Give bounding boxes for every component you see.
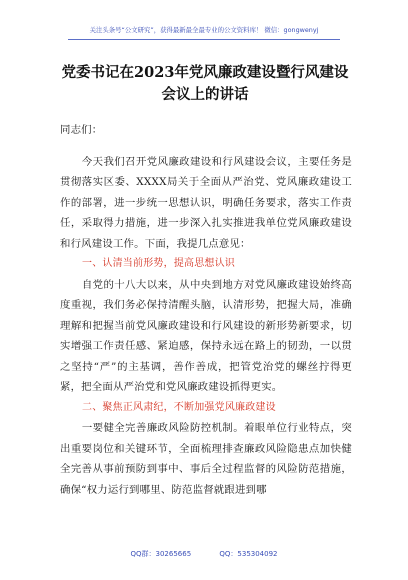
section-heading-2: 二、聚焦正风肃纪，不断加强党风廉政建设 (82, 401, 276, 413)
document-body (60, 120, 352, 500)
document-title: 党委书记在2023年党风廉政建设暨行风建设会议上的讲话 (61, 64, 349, 103)
footer-contact (0, 549, 408, 559)
footer-qq: QQ：535304092 (219, 550, 278, 558)
salutation: 同志们： (60, 124, 103, 136)
section-2-paragraph: 一要健全完善廉政风险防控机制。着眼单位行业特点，突出重要岗位和关键环节，全面梳理排查廉政风险隐患点加快健全完善从事前预防到事中、事后全过程监督的风险防范措施，确保“权力运行到哪里、防范监督就跟进到哪 (60, 422, 352, 496)
section-heading-1: 一、认清当前形势，提高思想认识 (82, 258, 235, 269)
footer-qq-group: QQ群：30265665 (130, 550, 192, 558)
section-1-paragraph: 自党的十八大以来，从中央到地方对党风廉政建设始终高度重视，我们务必保持清醒头脑，认清形势，把握大局，准确理解和把握当前党风廉政建设和行风建设的新形势新要求，切实增强工作责任感、紧迫感，保持永远在路上的韧劲，一以贯之坚持“严”的主基调，善作善成，把管党治党的螺丝拧得更紧，把全面从严治党和党风廉政建设抓得更实。 (60, 278, 352, 393)
header-banner: 关注头条号“公文研究”，获得最新最全最专业的公文资料库！ 微信：gongwenyj (68, 21, 340, 40)
intro-paragraph: 今天我们召开党风廉政建设和行风建设会议，主要任务是贯彻落实区委、XXXX局关于全面从严治党、党风廉政建设工作的部署，进一步统一思想认识，明确任务要求，落实工作责任，采取得力措施，进一步深入扎实推进我单位党风廉政建设和行风建设工作。下面，我提几点意见： (60, 155, 352, 250)
